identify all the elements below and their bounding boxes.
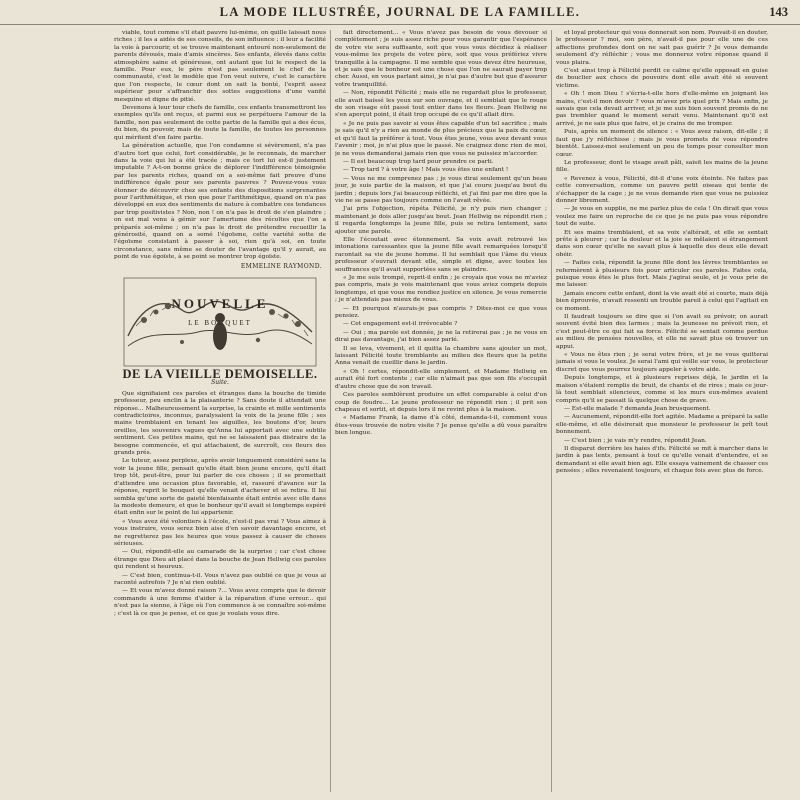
paragraph: C'est ainsi trop à Félicité perdit ce calme qu'elle opposait en guise de bouclier aux chocs de pouvoirs dont elle avait été si souvent victime. [556, 68, 768, 89]
paragraph: — Cet engagement est-il irrévocable ? [343, 321, 458, 328]
paragraph: — Il est beaucoup trop tard pour prendre ce parti. [343, 158, 494, 165]
paragraph: fait directement... « Vous n'avez pas besoin de vous dévouer si complètement ; je suis assez riche pour vous garantir que l'espérance de votre vie sera suffisante, soit que vous vous décidiez à réaliser vous-même les projets de votre père, soit que vous préfériez vivre tranquille à la campagne. Il me semble que vous devez être heureuse, et je sais que le bonheur est une chose que l'on ne saurait payer trop cher. Aussi, en vous parlant ainsi, je n'ai pas d'autre but que d'assurer votre tranquillité. [335, 30, 547, 88]
paragraph: La génération actuelle, que l'on condamne si sévèrement, n'a pas d'autre tort que celui, fort considérable, je le reconnais, de marcher dans la voie qui lui a été tracée ; mais ce tort lui est-il justement imputable ? A-t-on bonne grâce de déplorer l'indifférence témoignée par les parents riches, quand on a soi-même fait preuve d'une indifférence égale pour ses parents pauvres ? Pouvez-vous vous étonner de découvrir chez ses enfants des dispositions surprenantes pour l'arithmétique, et rien que pour l'arithmétique, quand on n'a pas développé en eux des sentiments de nature à combattre ces tendances par trop positivistes ? Non, non ! on n'a pas le droit de s'en plaindre ; on est mal venu à gémir sur l'amertume des récoltes que l'on a préparés soi-même ; on n'a pas le droit de prétendre recueillir la générosité, quand on a semé l'égoïsme, cette variété sotte de l'égoïsme consistant à passer à soi, rien qu'à soi, en toute circonstance, sans même se douter de l'avantage qu'il y aurait, au point de vue égoïste, à se point se montrer trop égoïste. [114, 143, 326, 261]
paragraph: « Je me suis trompé, reprit-il enfin ; je croyais que vous ne m'aviez pas compris, mais je vois maintenant que vous aviez compris depuis longtemps, et que vous me rendiez justice en silence. Je vous remercie ; je n'attendais pas mieux de vous. [335, 275, 547, 304]
paragraph: — Faites cela, répondit la jeune fille dont les lèvres tremblantes se refermèrent à plusieurs fois pour articuler ces paroles. Faites cela, puisque vous êtes le plus fort. Mais j'agirai seule, et je vous prie de me laisser. [556, 260, 768, 289]
paragraph: « Je ne puis pas savoir si vous êtes capable d'un tel sacrifice ; mais je sais qu'il n'y a rien au monde de plus précieux que la paix du cœur, et qu'il faut la préférer à tout. Vous êtes jeune, vous avez devant vous l'avenir ; moi, je n'ai plus que le passé. Ne craignez donc rien de moi, je ne vous demanderai jamais rien que vous ne puissiez m'accorder. [335, 120, 547, 157]
paragraph: — Non, répondit Félicité ; mais elle ne regardait plus le professeur, elle avait baissé les yeux sur son ouvrage, et il semblait que le rouge de son visage eût passé tout entier dans les fleurs. Jean Hellwig ne s'en aperçut point, il était trop occupé de ce qu'il allait dire. [335, 90, 547, 119]
paragraph: — C'est bien, continua-t-il. Vous n'avez pas oublié ce que je vous ai raconté autrefois ? Je n'ai rien oublié. [114, 572, 326, 586]
paragraph: — Et vous m'avez donné raison ?... Vous avez compris que le devoir commande à une femme d'aider à la réparation d'une erreur... qui n'est pas la sienne, à l'âge où l'on commence à se connaître soi-même ; c'est là ce que je pense, et ce que je voulais vous dire. [114, 588, 326, 617]
vignette-title: NOUVELLE [171, 296, 269, 311]
paragraph: « Oh ! certes, répondit-elle simplement, et Madame Hellwig en aurait été fort contente ; car elle n'aimait pas que son fils s'occupât d'autre chose que de son travail. [335, 368, 547, 390]
paragraph: — C'est bien ; je vais m'y rendre, répondit Jean. [564, 437, 707, 444]
paragraph: Ces paroles semblèrent produire un effet comparable à celui d'un coup de foudre... Le jeune professeur ne répondit rien ; il prit son chapeau et sortit, et depuis lors il ne revint plus à la maison. [335, 392, 547, 413]
paragraph: « Vous avez été volontiers à l'école, n'est-il pas vrai ? Vous aimez à vous instruire, vous serez bien aise d'en savoir davantage encore, et ne regretterez pas les heures que vous passez à causer de choses sérieuses. [114, 518, 326, 547]
paragraph: Devenons à leur tour chefs de famille, ces enfants transmettront les exemples qu'ils ont reçus, et parmi eux se perpétuera l'amour de la famille, non pas seulement de cette partie de la famille qui a des écus, du bien, du pouvoir, mais de toute la famille, de toutes les personnes qui méritent d'en faire partie. [114, 105, 326, 141]
paragraph: Le tuteur, assez perplexe, après avoir longuement considéré sans la voir la jeune fille, pensait qu'elle était bien jeune encore, qu'il était trop tôt, peut-être, pour lui parler de ces choses ; il se promettait d'attendre une occasion plus favorable, et, rassuré d'avance sur la réponse, reprit le bouquet qu'elle venait d'achever et se retira. Il lui sembla qu'une sorte de gaieté bienfaisante était entrée avec elle dans la modeste demeure, et que le bonheur qu'il avait si longtemps espéré était enfin sur le point de lui appartenir. [114, 458, 326, 517]
paragraph: Jamais encore cette enfant, dont la vie avait été si courte, mais déjà bien éprouvée, n'avait ressenti un trouble pareil à celui qui l'agitait en ce moment. [556, 290, 768, 312]
page-number: 143 [769, 5, 788, 19]
section-title: DE LA VIEILLE DEMOISELLE. [122, 367, 318, 381]
paragraph: — Oui ; ma parole est donnée, je ne la retirerai pas ; je ne vous en dirai pas davantage, j'ai bien assez parlé. [335, 329, 547, 344]
paragraph: — Je vous en supplie, ne me parlez plus de cela ! On dirait que vous voulez me faire un reproche de ce que je ne puis pas vous répondre tout de suite. [556, 206, 768, 228]
paragraph: Et ses mains tremblaient, et sa voix s'altérait, et elle se sentait prête à pleurer ; car la douleur et la joie se mêlaient si étrangement dans son cœur qu'elle ne savait plus à laquelle des deux elle devait obéir. [556, 229, 768, 258]
vignette-subtitle: LE BOUQUET [188, 319, 252, 327]
paragraph: Il se leva, vivement, et il quitta la chambre sans ajouter un mot, laissant Félicité toute tremblante au milieu des fleurs que la petite Anna venait de cueillir dans le jardin. [335, 345, 547, 367]
section-suite: Suite. [211, 379, 229, 387]
paragraph: viable, tout comme s'il était pauvre lui-même, on quille laissait nous riches ; il les a aidés de ses conseils, de son influence ; il leur a facilité la voie à parcourir, et se trouve maintenant entouré non-seulement de parents dévoués, mais d'amis sincères. Ses enfants, élevés dans cette atmosphère saine et généreuse, ont autant que lui le respect de la famille. Pour eux, le père n'est pas seulement le chef de la communauté, c'est le modèle que l'on veut suivre, c'est le caractère que l'on respecte, le cœur dont on sait la bonté, l'esprit assez supérieur pour s'affranchir des sottes suggestions d'une vanité mesquine et digne de pitié. [114, 30, 326, 103]
paragraph: — Est-elle malade ? demanda Jean brusquement. [564, 405, 711, 412]
running-title: LA MODE ILLUSTRÉE, JOURNAL DE LA FAMILLE. [219, 5, 581, 19]
paragraph: Elle l'écoutait avec étonnement. Sa voix avait retrouvé les intonations caressantes que la jeune fille avait remarquées lorsqu'il racontait sa vie de jeune homme. Il lui semblait que l'âme du vieux professeur s'ouvrait devant elle, simple et digne, avec toutes les souffrances qu'il avait supportées sans se plaindre. [335, 236, 547, 273]
paragraph: Puis, après un moment de silence : « Vous avez raison, dit-elle ; il faut que j'y réfléchisse ; mais je vous promets de vous répondre bientôt. Laissez-moi seulement un peu de temps pour consulter mon cœur. [556, 129, 768, 158]
paragraph: et loyal protecteur qui vous donnerait son nom. Pouvait-il en douter, le professeur ? moi, son père, n'avait-il pas pour elle une de ces affections profondes dont on ne sait pas guérir ? Je vous demande seulement d'y réfléchir ; vous me donnerez votre réponse quand il vous plaira. [556, 30, 768, 66]
paragraph: Depuis longtemps, et à plusieurs reprises déjà, le jardin et la maison s'étaient remplis de bruit, de chants et de rires ; mais ce jour-là tout semblait silencieux, comme si les murs eux-mêmes avaient compris qu'il se passait là quelque chose de grave. [556, 375, 768, 404]
paragraph: — Oui, répondit-elle au camarade de la surprise ; car c'est chose étrange que Dieu ait placé dans la bouche de Jean Hellwig ces paroles qui rendent si heureux. [114, 549, 326, 571]
paragraph: Il disparut derrière les haies d'ifs. Félicité se mit à marcher dans le jardin à pas lents, pensant à tout ce qu'elle venait d'entendre, et se demandant si elle avait bien agi. Elle essaya vainement de chasser ces pensées ; elles revenaient toujours, et chaque fois avec plus de force. [556, 445, 768, 475]
author-signature: EMMELINE RAYMOND. [240, 262, 322, 270]
paragraph: — Aucunement, répondit-elle fort agitée. Madame a préparé la salle elle-même, et elle désirerait que monsieur le professeur le prît tout bonnement. [556, 414, 768, 436]
nouvelle-vignette [122, 276, 318, 368]
paragraph: — Trop tard ? à votre âge ! Mais vous êtes une enfant ! [343, 167, 509, 174]
column-3 [556, 30, 768, 792]
column-divider [330, 30, 331, 792]
paragraph: Le professeur, dont le visage avait pâli, saisit les mains de la jeune fille. [556, 159, 768, 174]
paragraph: — Et pourquoi n'aurais-je pas compris ? Dites-moi ce que vous pensiez. [335, 305, 547, 320]
paragraph: « Madame Frank, la dame d'à côté, demanda-t-il, comment vous êtes-vous trouvée de notre visite ? Je pense qu'elle a dû vous paraître bien longue. [335, 415, 547, 437]
paragraph: Que signifiaient ces paroles et étranges dans la bouche de timide professeur, peu enclin à la plaisanterie ? Sans doute il attendait une réponse... Malheureusement la surprise, la crainte et mille sentiments contradictoires, inconnus, paralysaient la voix de la jeune fille ; ses mains tremblaient en tenant les aiguilles, les boutons d'or, leurs oreilles, les souvenirs vagues qu'Anna lui apportait avec une subtile sentiment. Ces petites mains, qui ne se laissaient pas distraire de la besogne commencée, et qui attachaient, de surcroît, ces fleurs des grands prés. [114, 390, 326, 457]
paragraph: — Vous ne me comprenez pas ; je vous dirai seulement qu'un beau jour, je suis partie de la maison, et que j'ai couru jusqu'au bout du jardin ; depuis lors j'ai beaucoup réfléchi, et j'ai fini par me dire que la vie ne se passe pas toujours comme on l'avait rêvée. [335, 175, 547, 204]
paragraph: « Revenez à vous, Félicité, dit-il d'une voix éteinte. Ne faites pas cette conversation, comme un pauvre petit oiseau qui tente de s'échapper de la cage ; je ne vous demande rien que vous ne puissiez donner librement. [556, 175, 768, 204]
paragraph: « Oh ! mon Dieu ! s'écria-t-elle hors d'elle-même en joignant les mains, c'est-il mon devoir ? vous m'avez pris quel prix ? Mais enfin, je savais que cela devait arriver, et je me suis bien souvent promis de ne pas trembler quand le moment serait venu. Maintenant qu'il est arrivé, je ne sais plus que faire, et je crains de me tromper. [556, 91, 768, 127]
paragraph: J'ai pris l'objection, répéta Félicité, je n'y puis rien changer ; maintenant je dois aller jusqu'au bout. Jean Hellwig ne répondit rien ; il regarda longtemps la jeune fille, puis se retira lentement, sans ajouter une parole. [335, 206, 547, 235]
column-2 [335, 30, 547, 792]
paragraph: Il faudrait toujours se dire que si l'on avait su prévoir, on aurait souvent évité bien des larmes ; mais la jeunesse ne prévoit rien, et c'est peut-être ce qui fait sa force. Félicité se sentait comme perdue au milieu de pensées nouvelles, et elle ne savait plus où trouver un appui. [556, 314, 768, 350]
page-header [0, 0, 800, 25]
paragraph: « Vous ne êtes rien ; je serai votre frère, et je ne vous quitterai jamais si vous le voulez. Je serai l'ami qui veille sur vous, le protecteur discret que vous pourrez toujours appeler à votre aide. [556, 352, 768, 373]
column-1 [114, 30, 326, 792]
column-divider [551, 30, 552, 792]
